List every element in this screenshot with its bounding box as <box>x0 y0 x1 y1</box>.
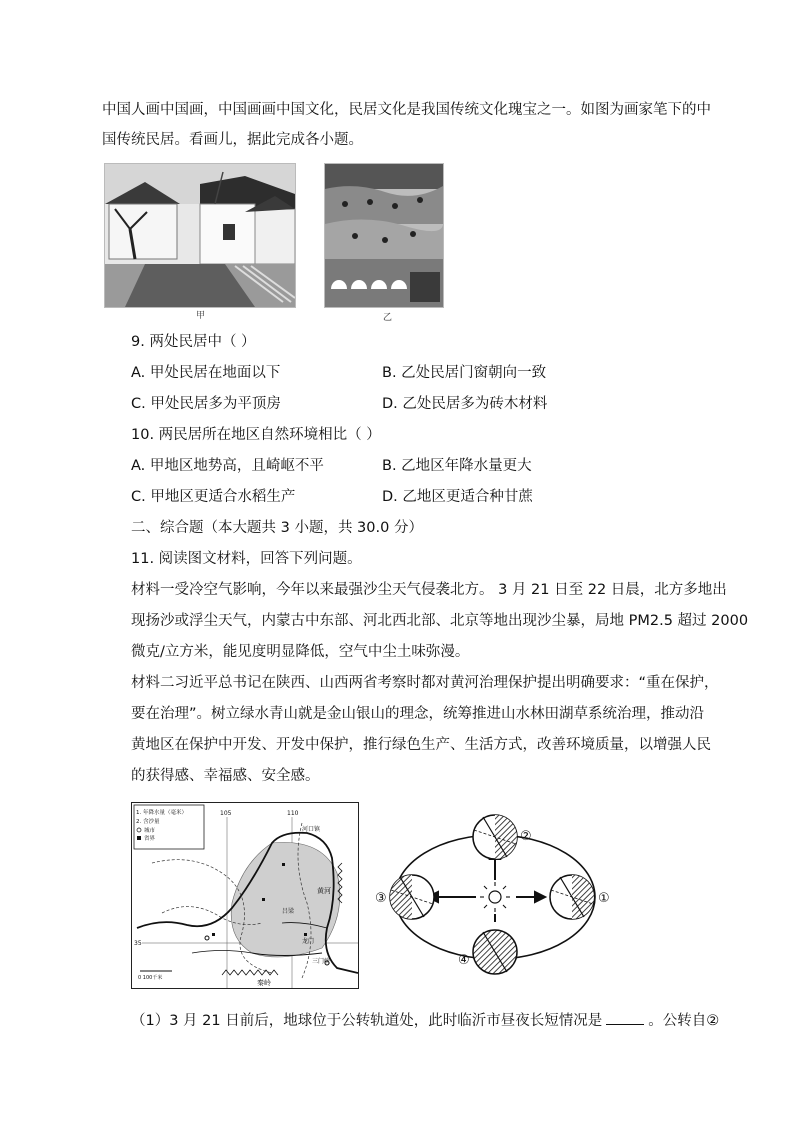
map-lat-35: 35 <box>134 940 142 947</box>
q9-option-d: D. 乙处民居多为砖木材料 <box>382 396 548 412</box>
orbit-label-3: ③ <box>375 891 387 906</box>
map-place-longmen: 龙门 <box>302 938 315 945</box>
section-2-title: 二、综合题（本大题共 3 小题，共 30.0 分） <box>131 520 423 536</box>
material-2-line-1: 材料二习近平总书记在陕西、山西两省考察时都对黄河治理保护提出明确要求：“重在保护， <box>131 675 719 691</box>
painting-jia <box>104 163 296 308</box>
map-place-lvliang: 吕梁 <box>282 908 295 915</box>
q11-sub1-text-b: 。公转自② <box>648 1013 720 1029</box>
material-1-line-1: 材料一受冷空气影响，今年以来最强沙尘天气侵袭北方。 3 月 21 日至 22 日晨，北方多地出 <box>131 582 727 598</box>
map-scale: 0 100千米 <box>138 975 163 981</box>
map-lon-110: 110 <box>287 810 299 817</box>
orbit-label-4: ④ <box>458 953 470 968</box>
map-legend-1: 1. 年降水量（毫米） <box>136 810 187 816</box>
orbit-label-2: ② <box>520 829 532 844</box>
q10-option-b: B. 乙地区年降水量更大 <box>382 458 532 474</box>
q9-stem: 9. 两处民居中（ ） <box>131 334 256 350</box>
q10-option-d: D. 乙地区更适合种甘蔗 <box>382 489 533 505</box>
map-place-qinling: 秦岭 <box>257 979 271 987</box>
map-legend-4: 省界 <box>144 836 156 842</box>
material-1-line-2: 现扬沙或浮尘天气，内蒙古中东部、河北西北部、北京等地出现沙尘暴，局地 PM2.5 超过 2000 <box>131 613 749 629</box>
material-2-line-4: 的获得感、幸福感、安全感。 <box>131 768 320 784</box>
q10-option-a: A. 甲地区地势高，且崎岖不平 <box>131 458 324 474</box>
painting-yi <box>324 163 444 308</box>
orbit-label-1: ① <box>598 891 610 906</box>
earth-orbit-diagram <box>370 802 616 987</box>
map-legend-3: 城市 <box>144 828 156 834</box>
yellow-river-map-art <box>132 803 358 988</box>
map-place-huanghe: 黄河 <box>317 887 331 895</box>
intro-line-1: 中国人画中国画，中国画画中国文化，民居文化是我国传统文化瑰宝之一。如图为画家笔下的中 <box>102 102 711 118</box>
material-2-line-2: 要在治理”。树立绿水青山就是金山银山的理念，统筹推进山水林田湖草系统治理，推动沿 <box>131 706 705 722</box>
map-lon-105: 105 <box>220 810 232 817</box>
painting-jia-art <box>105 164 295 307</box>
q9-option-a: A. 甲处民居在地面以下 <box>131 365 281 381</box>
q11-sub1-text-a: （1）3 月 21 日前后，地球位于公转轨道处，此时临沂市昼夜长短情况是 <box>131 1013 603 1029</box>
q10-option-c: C. 甲地区更适合水稻生产 <box>131 489 296 505</box>
painting-yi-art <box>325 164 443 307</box>
caption-jia: 甲 <box>196 311 206 321</box>
q11-sub1 <box>131 1011 719 1031</box>
material-1-line-3: 微克/立方米，能见度明显降低，空气中尘土味弥漫。 <box>131 644 470 660</box>
intro-line-2: 国传统民居。看画儿，据此完成各小题。 <box>102 132 363 148</box>
yellow-river-map <box>131 802 359 989</box>
q11-stem: 11. 阅读图文材料，回答下列问题。 <box>131 551 362 567</box>
q10-stem: 10. 两民居所在地区自然环境相比（ ） <box>131 427 381 443</box>
map-legend-2: 2. 含沙量 <box>136 819 160 825</box>
map-place-hekou: 河口镇 <box>302 826 321 833</box>
answer-blank[interactable] <box>606 1012 644 1025</box>
caption-yi: 乙 <box>383 313 393 323</box>
earth-orbit-art <box>370 802 616 987</box>
q9-option-c: C. 甲处民居多为平顶房 <box>131 396 281 412</box>
q9-option-b: B. 乙处民居门窗朝向一致 <box>382 365 547 381</box>
material-2-line-3: 黄地区在保护中开发、开发中保护，推行绿色生产、生活方式，改善环境质量，以增强人民 <box>131 737 711 753</box>
map-place-sanmenxia: 三门峡 <box>312 958 331 965</box>
